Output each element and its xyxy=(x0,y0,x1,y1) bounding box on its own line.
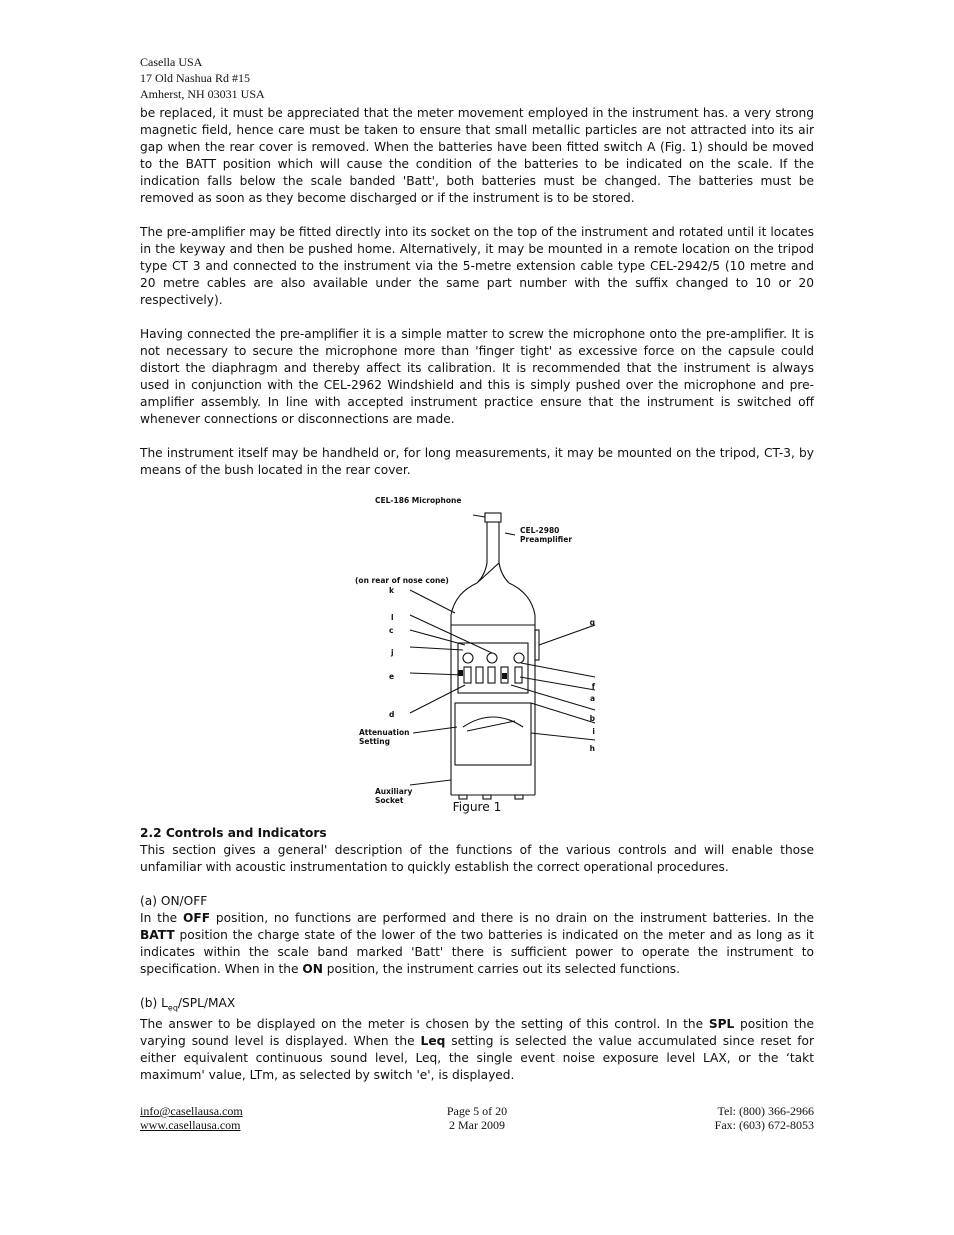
page-body xyxy=(140,105,814,1084)
figure-caption: Figure 1 xyxy=(452,800,502,814)
page-date: 2 Mar 2009 xyxy=(449,1118,505,1132)
label-k: k xyxy=(389,586,394,595)
label-nose-cone: (on rear of nose cone) xyxy=(355,576,449,585)
paragraph-leq-spl-max: The answer to be displayed on the meter is chosen by the setting of this control. In the SPL position the varying sound level is displayed. When the Leq setting is selected the value accumulated since reset for either equivalent continuous sound level, Leq, the single event noise exposure level LAX, or the ‘takt maximum' value, LTm, as selected by switch 'e', is displayed. xyxy=(140,1017,814,1083)
label-preamp-model: CEL-2980 xyxy=(520,526,560,535)
company-name: Casella USA xyxy=(140,55,203,69)
email-link[interactable]: info@casellausa.com xyxy=(140,1104,243,1118)
sound-level-meter-diagram xyxy=(355,495,600,805)
website-link[interactable]: www.casellausa.com xyxy=(140,1118,241,1132)
label-c: c xyxy=(389,626,394,635)
figure-1 xyxy=(140,495,814,825)
section-intro: This section gives a general' description of the functions of the various controls and will enable those unfamiliar with acoustic instrumentation to quickly establish the correct operational procedures. xyxy=(140,843,814,874)
label-b: b xyxy=(589,714,595,723)
contact-links xyxy=(140,1104,243,1132)
label-h: h xyxy=(589,744,595,753)
label-microphone: CEL-186 Microphone xyxy=(375,496,462,505)
label-f: f xyxy=(591,682,595,691)
paragraph: The instrument itself may be handheld or, for long measurements, it may be mounted on the tripod, CT-3, by means of the bush located in the rear cover. xyxy=(140,446,814,477)
microphone-capsule-shape xyxy=(485,513,501,522)
paragraph: The pre-amplifier may be fitted directly into its socket on the top of the instrument and rotated until it locates in the keyway and then be pushed home. Alternatively, it may be mounted in a remote location on the tripod type CT 3 and connected to the instrument via the 5-metre extension cable type CEL-2942/5 (10 metre and 20 metre cables are also available under the same part number with the suffix changed to 10 or 20 respectively). xyxy=(140,225,814,307)
label-socket: Socket xyxy=(375,796,404,805)
label-a: a xyxy=(589,694,595,703)
subheading-leq-spl-max: (b) $L_{eq}/SPL$/MAX xyxy=(140,996,236,1013)
label-setting: Setting xyxy=(359,737,390,746)
label-g: g xyxy=(589,618,595,627)
paragraph: Having connected the pre-amplifier it is a simple matter to screw the microphone onto the pre-amplifier. It is not necessary to secure the microphone more than 'finger tight' as excessive force on the capsule could distort the diaphragm and thereby affect its calibration. It is recommended that the instrument is always used in conjunction with the CEL-2962 Windshield and this is simply pushed over the microphone and pre-amplifier assembly. In line with accepted instrument practice ensure that the instrument is switched off whenever connections or disconnections are made. xyxy=(140,327,814,426)
address-line-2: Amherst, NH 03031 USA xyxy=(140,87,265,101)
label-preamp: Preamplifier xyxy=(520,535,573,544)
label-i: i xyxy=(592,727,595,736)
paragraph-on-off: In the OFF position, no functions are performed and there is no drain on the instrument batteries. In the BATT position the charge state of the lower of the two batteries is indicated on the meter and as long as it indicates within the scale band marked 'Batt' there is sufficient power to operate the instrument to specification. When in the ON position, the instrument carries out its selected functions. xyxy=(140,911,814,976)
section-heading: 2.2 Controls and Indicators xyxy=(140,826,327,840)
fax: Fax: (603) 672-8053 xyxy=(714,1118,814,1132)
label-auxiliary: Auxiliary xyxy=(375,787,413,796)
label-j: j xyxy=(391,648,394,657)
address-line-1: 17 Old Nashua Rd #15 xyxy=(140,71,250,85)
label-attenuation: Attenuation xyxy=(359,728,410,737)
telephone: Tel: (800) 366-2966 xyxy=(717,1104,814,1118)
page-number: Page 5 of 20 xyxy=(446,1104,508,1118)
label-e: e xyxy=(389,672,395,681)
subheading-on-off: (a) ON/OFF xyxy=(140,894,208,908)
letterhead xyxy=(140,54,265,102)
paragraph: be replaced, it must be appreciated that the meter movement employed in the instrument has. a very strong magnetic field, hence care must be taken to ensure that small metallic particles are not attracted into its air gap when the rear cover is removed. When the batteries have been fitted switch A (Fig. 1) should be moved to the BATT position which will cause the condition of the batteries to be indicated on the scale. If the indication falls below the scale banded 'Batt', both batteries must be changed. The batteries must be removed as soon as they become discharged or if the instrument is to be stored. xyxy=(140,106,814,205)
phone-info xyxy=(715,1104,814,1132)
label-d: d xyxy=(389,710,395,719)
label-l: l xyxy=(391,613,394,622)
